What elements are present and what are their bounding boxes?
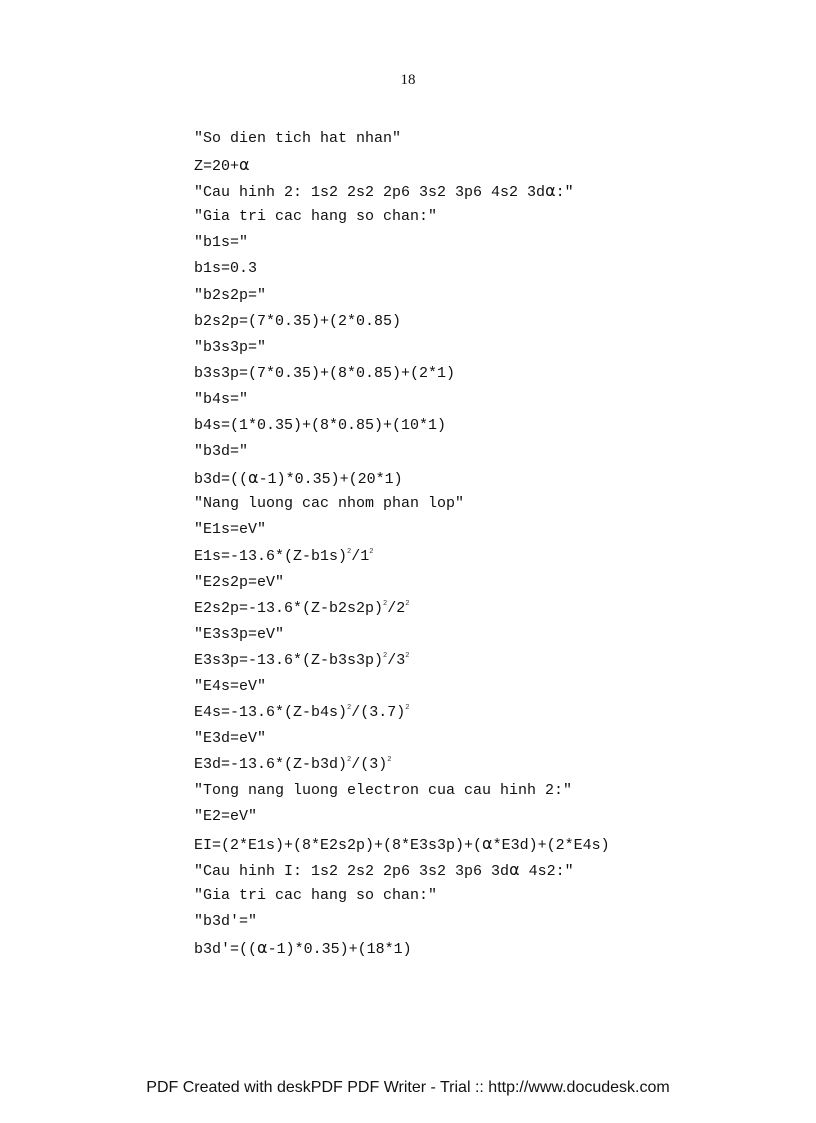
alpha-symbol: α xyxy=(509,859,520,879)
code-line: b3s3p=(7*0.35)+(8*0.85)+(2*1) xyxy=(194,364,456,382)
code-line: "b3s3p=" xyxy=(194,338,267,356)
code-line: b3d=((α-1)*0.35)+(20*1) xyxy=(194,468,403,489)
exponent: 2 xyxy=(383,651,388,660)
pdf-watermark-footer: PDF Created with deskPDF PDF Writer - Trial :: http://www.docudesk.com xyxy=(146,1079,670,1096)
alpha-symbol: α xyxy=(239,155,250,175)
code-line: "E3s3p=eV" xyxy=(194,625,285,643)
exponent: 2 xyxy=(347,547,352,556)
code-line: "Tong nang luong electron cua cau hinh 2:" xyxy=(194,782,573,800)
code-line: $E3s3p=-13.6*(Z-b3s3p)^2/3^2$ xyxy=(194,651,410,669)
code-line: $E3d=-13.6*(Z-b3d)^2/(3)^2$ xyxy=(194,756,392,774)
code-listing xyxy=(194,130,794,965)
exponent: 2 xyxy=(405,704,410,713)
alpha-symbol: α xyxy=(257,937,268,957)
code-line: "E4s=eV" xyxy=(194,677,267,695)
exponent: 2 xyxy=(405,599,410,608)
exponent: 2 xyxy=(347,756,352,765)
exponent: 2 xyxy=(347,704,352,713)
code-line: "b3d'=" xyxy=(194,912,258,930)
code-line: "b4s=" xyxy=(194,390,249,408)
code-line: "E3d=eV" xyxy=(194,730,267,748)
code-line: "b3d=" xyxy=(194,443,249,461)
code-line: b2s2p=(7*0.35)+(2*0.85) xyxy=(194,312,402,330)
code-line: b4s=(1*0.35)+(8*0.85)+(10*1) xyxy=(194,417,447,435)
code-line: b3d'=((α-1)*0.35)+(18*1) xyxy=(194,937,412,958)
code-line: $E1s=-13.6*(Z-b1s)^2/1^2$ xyxy=(194,547,374,565)
code-line: "Gia tri cac hang so chan:" xyxy=(194,886,438,904)
exponent: 2 xyxy=(383,599,388,608)
page-number: 18 xyxy=(400,72,416,88)
code-line: "E2=eV" xyxy=(194,808,258,826)
code-line: "E1s=eV" xyxy=(194,521,267,539)
code-line: "b1s=" xyxy=(194,234,249,252)
code-line: "So dien tich hat nhan" xyxy=(194,130,402,147)
code-line: "b2s2p=" xyxy=(194,286,267,304)
code-line: $E4s=-13.6*(Z-b4s)^2/(3.7)^2$ xyxy=(194,704,410,722)
code-line: "Nang luong cac nhom phan lop" xyxy=(194,495,465,513)
code-line: Z=20+α xyxy=(194,155,250,176)
code-line: $E2s2p=-13.6*(Z-b2s2p)^2/2^2$ xyxy=(194,599,410,617)
alpha-symbol: α xyxy=(482,833,493,853)
exponent: 2 xyxy=(387,756,392,765)
alpha-symbol: α xyxy=(248,468,259,488)
code-line: b1s=0.3 xyxy=(194,260,258,278)
code-line: "Cau hinh I: 1s2 2s2 2p6 3s2 3p6 3dα 4s2:" xyxy=(194,859,574,880)
code-line: "Gia tri cac hang so chan:" xyxy=(194,208,438,226)
exponent: 2 xyxy=(369,547,374,556)
code-line: "E2s2p=eV" xyxy=(194,573,285,591)
code-line: EI=(2*E1s)+(8*E2s2p)+(8*E3s3p)+(α*E3d)+(2*E4s) xyxy=(194,833,610,854)
code-line: "Cau hinh 2: 1s2 2s2 2p6 3s2 3p6 4s2 3dα:" xyxy=(194,181,574,202)
exponent: 2 xyxy=(405,651,410,660)
alpha-symbol: α xyxy=(545,181,556,201)
